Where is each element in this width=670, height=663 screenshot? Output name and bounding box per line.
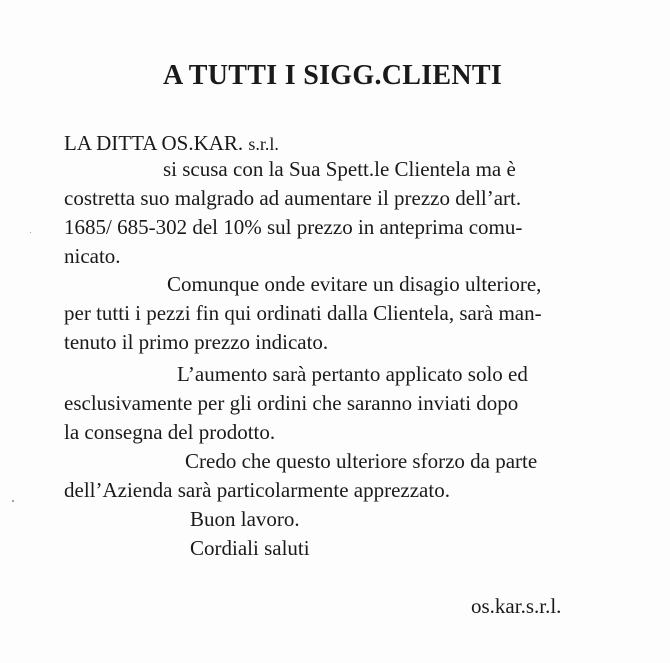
- body-line: si scusa con la Sua Spett.le Clientela ma è: [163, 157, 516, 181]
- sender-line: [64, 131, 279, 156]
- scan-speck: [12, 500, 14, 502]
- body-line: esclusivamente per gli ordini che saranno inviati dopo: [64, 391, 519, 415]
- body-line: Credo che questo ulteriore sforzo da parte: [185, 449, 538, 473]
- signature: os.kar.s.r.l.: [471, 594, 562, 618]
- closing-line: Cordiali saluti: [190, 536, 310, 560]
- closing-line: Buon lavoro.: [190, 507, 300, 531]
- document-title: A TUTTI I SIGG.CLIENTI: [163, 60, 503, 91]
- body-line: per tutti i pezzi fin qui ordinati dalla Clientela, sarà man-: [64, 301, 542, 325]
- body-line: nicato.: [64, 244, 121, 268]
- body-line: 1685/ 685-302 del 10% sul prezzo in anteprima comu-: [64, 215, 523, 239]
- body-line: costretta suo malgrado ad aumentare il prezzo dell’art.: [64, 186, 522, 210]
- scan-speck: [30, 232, 31, 233]
- body-line: Comunque onde evitare un disagio ulteriore,: [167, 272, 542, 296]
- body-line: la consegna del prodotto.: [64, 420, 276, 444]
- body-line: dell’Azienda sarà particolarmente apprezzato.: [64, 478, 450, 502]
- body-line: tenuto il primo prezzo indicato.: [64, 330, 329, 354]
- sender-suffix: s.r.l.: [248, 134, 279, 154]
- sender-name: LA DITTA OS.KAR.: [64, 131, 244, 155]
- body-line: L’aumento sarà pertanto applicato solo ed: [177, 362, 528, 386]
